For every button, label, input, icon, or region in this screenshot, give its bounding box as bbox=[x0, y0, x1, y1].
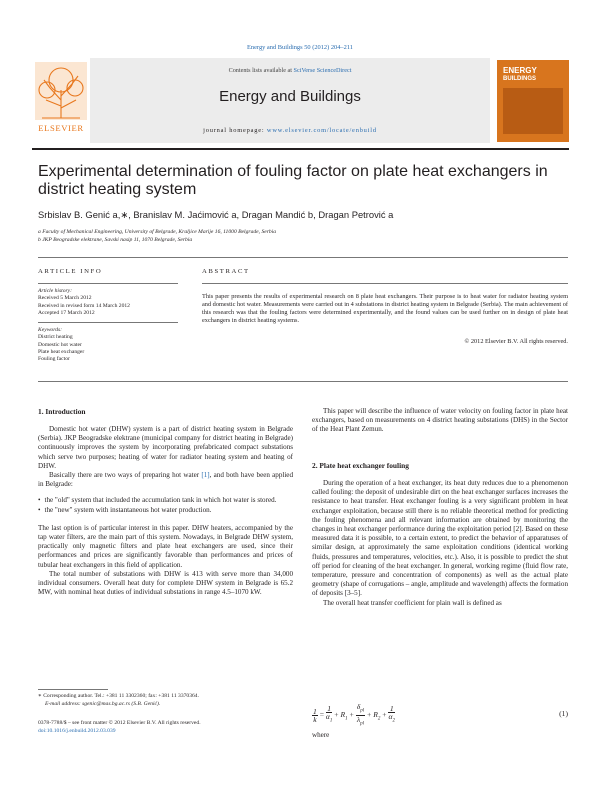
issn-line: 0378-7788/$ – see front matter © 2012 Elsevier B.V. All rights reserved. bbox=[38, 720, 201, 726]
keyword: Domestic hot water bbox=[38, 341, 82, 348]
fouling-paragraph-1: During the operation of a heat exchanger, its heat duty reduces due to a phenomenon called fouling: the deposit of undesirable dirt on the heat exchanger surfaces increases the resistance to heat transfer. Heat exchanger fouling is a very significant problem in heat exchanger exploitation, because still there is no reliable theoretical method for predicting the fouling phenomena and all relevant information are obtained by monitoring the changes in heat exchanger performance during the exploitation period [2]. Based on these measured data it is possible, to a certain extent, to predict the behavior of apparatuses of similar design, at approximately the same exploitation conditions (identical working fluids, pressures and temperatures, velocities, etc.). Also, it is possible to predict the shut off period for cleaning of the heat exchanger. In general, working regime (fluid flow rate, temperature, pressure and concentration of components) as well as the actual plate geometry (shape of corrugations – angle, amplitude and wavelength) affects the formation of deposits [3–5]. bbox=[312, 479, 568, 598]
cover-title-1: ENERGY bbox=[503, 66, 537, 75]
article-info-divider bbox=[38, 283, 178, 284]
keyword: Plate heat exchanger bbox=[38, 348, 85, 355]
cover-title-2: BUILDINGS bbox=[503, 76, 536, 82]
journal-name: Energy and Buildings bbox=[219, 88, 361, 105]
accepted-date: Accepted 17 March 2012 bbox=[38, 309, 95, 316]
journal-reference: Energy and Buildings 50 (2012) 204–211 bbox=[247, 44, 353, 51]
abstract-heading: ABSTRACT bbox=[202, 268, 250, 275]
homepage-line: journal homepage: www.elsevier.com/locate/enbuild bbox=[203, 127, 377, 134]
affiliation-b: b JKP Beogradske elektrane, Savski nasip 11, 1070 Belgrade, Serbia bbox=[38, 237, 193, 243]
intro-paragraph-1: Domestic hot water (DHW) system is a part of district heating system in Belgrade (Serbia). JKP Beogradske elektrane (municipal company for district heating in Belgrade) continuously improves the system by incorporating prefabricated compact substations which serve two purposes; heating of water for radiator heating system and heating of DHW. bbox=[38, 425, 293, 470]
authors: Srbislav B. Genić a,∗, Branislav M. Jaćimović a, Dragan Mandić b, Dragan Petrović a bbox=[38, 209, 394, 220]
publisher-name: ELSEVIER bbox=[38, 123, 84, 133]
abstract-divider bbox=[202, 283, 568, 284]
footnote-email: E-mail address: sgenic@mas.bg.ac.rs (S.B. Genić). bbox=[45, 701, 161, 707]
ref-1-link[interactable]: [1] bbox=[201, 471, 210, 480]
keywords-label: Keywords: bbox=[38, 327, 63, 333]
doi-link[interactable]: doi:10.1016/j.enbuild.2012.03.039 bbox=[38, 728, 116, 734]
section-2-heading: 2. Plate heat exchanger fouling bbox=[312, 461, 409, 470]
footnote-rule bbox=[38, 689, 108, 690]
cover-image bbox=[503, 88, 563, 134]
title-divider bbox=[38, 257, 568, 258]
intro-paragraph-3: The last option is of particular interest in this paper. DHW heaters, accompanied by the tap water filters, are the main part of this system. Nowadays, in Belgrade DHW system, practically only magnetic filters and plate heat exchangers are used, since their performances and prices are significantly favorable than performances and prices of tubular heat exchangers in this field of application. bbox=[38, 523, 293, 569]
keywords-block bbox=[38, 327, 183, 363]
keyword: Fouling factor bbox=[38, 356, 70, 363]
bullet-text: the "old" system that included the accumulation tank in which hot water is stored. bbox=[44, 496, 277, 505]
left-column-body bbox=[38, 425, 293, 597]
elsevier-logo bbox=[32, 60, 90, 140]
abstract-copyright: © 2012 Elsevier B.V. All rights reserved. bbox=[464, 338, 568, 345]
fouling-paragraph-2: The overall heat transfer coefficient for plain wall is defined as bbox=[323, 598, 502, 607]
bullet-icon: • bbox=[38, 505, 41, 514]
keywords-divider bbox=[38, 322, 178, 323]
received-date: Received 5 March 2012 bbox=[38, 295, 92, 302]
intro-paragraph-5: This paper will describe the influence of water velocity on fouling factor in plate heat exchangers, based on measurements on 4 district heating substations (DHS) in the Sector of the Heat Plant Zemun. bbox=[312, 407, 568, 434]
revised-date: Received in revised form 14 March 2012 bbox=[38, 302, 130, 309]
article-history bbox=[38, 288, 183, 317]
equation-1: $\frac{1}{k}$ = $\frac{1}{\alpha_1}$ + $R_1$ + $\frac{\delta_{pl}}{\lambda_{pl}}$ + $R_2$ + $\frac{1}{\alpha_2}$ (1) bbox=[313, 702, 568, 727]
intro-paragraph-4: The total number of substations with DHW is 413 with serve more than 34,000 individual consumers. Overall heat duty for complete DHW system in Belgrade is 65.2 MW, with nominal heat duties of individual substations in range 4.5–1070 kW. bbox=[38, 569, 293, 597]
bullet-item bbox=[38, 496, 293, 505]
contents-line: Contents lists available at SciVerse ScienceDirect bbox=[228, 67, 352, 74]
article-title: Experimental determination of fouling factor on plate heat exchangers in district heating system bbox=[38, 163, 548, 198]
affiliation-a: a Faculty of Mechanical Engineering, University of Belgrade, Kraljice Marije 16, 11000 Belgrade, Serbia bbox=[38, 229, 277, 235]
right-column-intro bbox=[312, 407, 568, 435]
sciencedirect-link[interactable]: SciVerse ScienceDirect bbox=[293, 67, 352, 74]
bullet-text: the "new" system with instantaneous hot water production. bbox=[44, 505, 212, 514]
equation-number: (1) bbox=[559, 709, 568, 718]
bullet-item bbox=[38, 506, 293, 515]
history-label: Article history: bbox=[38, 288, 73, 294]
footnote-corresponding: ∗ Corresponding author. Tel.: +381 11 3302360; fax: +381 11 3370364. bbox=[38, 693, 199, 699]
bullet-icon: • bbox=[38, 496, 41, 505]
intro-paragraph-2: Basically there are two ways of preparing hot water [1], and both have been applied in Belgrade: bbox=[38, 471, 294, 489]
homepage-link[interactable]: www.elsevier.com/locate/enbuild bbox=[266, 127, 377, 134]
journal-cover bbox=[497, 60, 569, 142]
abstract-text: This paper presents the results of experimental research on 8 plate heat exchangers. Their purpose is to heat water for radiator heating system and domestic hot water. Measurements were carried out in 4 substations in district heating system in Belgrade (Serbia). The main achievement of this research was that the fouling factors were determined experimentally, and the found values can be used further on in design of plate heat exchangers in district heating systems. bbox=[202, 293, 568, 324]
right-column-body bbox=[312, 479, 568, 608]
where-text: where bbox=[312, 731, 330, 739]
header-rule bbox=[32, 148, 569, 150]
keyword: District heating bbox=[38, 334, 73, 341]
article-info-heading: ARTICLE INFO bbox=[38, 268, 103, 275]
section-1-heading: 1. Introduction bbox=[38, 407, 86, 416]
abstract-bottom-rule bbox=[38, 381, 568, 382]
